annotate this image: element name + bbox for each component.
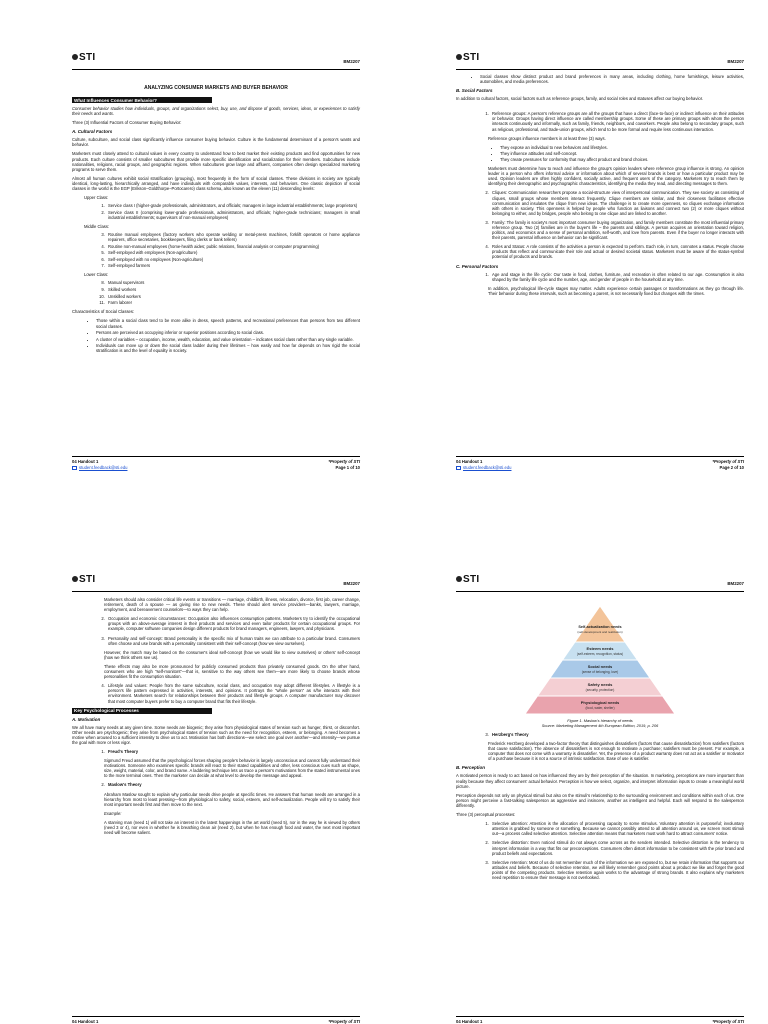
- pyramid-tier-sublabel: (self-development and realization): [577, 630, 623, 634]
- list-item: 3. Personality and self-concept: Brand personality is the specific mix of human traits we can attribute to a particular brand. Consumers often choose and use brands with a personality consistent with their self-concept (how we view ourselves).: [106, 636, 360, 646]
- feedback-email-link[interactable]: student.feedback@sti.edu: [72, 465, 127, 470]
- pyramid-tier: [575, 606, 625, 642]
- paragraph: These effects may also be more pronounced for publicly consumed products than privately consumed goods. On the other hand, consumers who are high "self-monitors"—that is, sensitive to the way others see them—are more likely to choose brands whose personalities fit the consumption situation.: [104, 663, 360, 680]
- list-item: 2. Service class II (comprising lower-grade professionals, administrators, and officials; higher-grade technicians; managers in small industrial establishments; supervisors of non-manual employees): [106, 210, 360, 220]
- bullet-list: [500, 145, 744, 162]
- pyramid-tier-label: Self-actualization needs: [578, 625, 622, 629]
- pyramid-tier-label: Esteem needs: [586, 646, 614, 651]
- paragraph: A starving man (need 1) will not take an interest in the latest happenings in the art world (need 5), nor in the way he is viewed by others (need 3 or 4), nor even in whether he is breathing clean air (need 2), but when he has enough food and water, the next most important need will become salient.: [104, 819, 360, 836]
- paragraph: In addition, psychological life-cycle stages may matter. Adults experience certain passages or transformations as they go through life. Their behavior during these intervals, such as becoming a parent, is not necessarily fixed but changes with the times.: [488, 285, 744, 296]
- page-header: [456, 568, 744, 592]
- paragraph: Marketers must determine how to reach and influence the group's opinion leaders where reference group influence is strong. An opinion leader is a person who offers informal advice or information about which of several brands is best or how a particular product may be used. Opinion leaders are often highly confident, socially active, and frequent users of the category. Marketers try to reach them by identifying their demographic and psychographic characteristics, identifying the media they read, and directing messages to them.: [488, 166, 744, 187]
- list-item: • Persons are perceived as occupying inferior or superior positions according to social class.: [96, 330, 360, 335]
- property-label: *Property of STI: [712, 459, 744, 464]
- list-item: • They expose an individual to new behaviors and lifestyles.: [500, 145, 744, 150]
- section-heading: A. Motivation: [72, 716, 101, 722]
- page-footer: [456, 1016, 744, 1024]
- paragraph: We all have many needs at any given time. Some needs are biogenic; they arise from physiological states of tension such as hunger, thirst, or discomfort. Other needs are psychogenic; they arise from psychological states of tension such as the need for recognition, esteem, or belonging. A need becomes a motive when aroused to a sufficient intensity to drive us to act. Motivation has both directions—we select one goal over another—and intensity—we pursue the goal with more or less vigor.: [72, 724, 360, 745]
- pyramid-tier-sublabel: (security, protection): [585, 688, 615, 692]
- personal-factors-list: [490, 272, 744, 282]
- paragraph: Frederick Herzberg developed a two-factor theory that distinguishes dissatisfiers (factors that cause dissatisfaction) from satisfiers (factors that cause satisfaction). The absence of dissatisfiers is not enough to motivate a purchase; satisfiers must be present. For example, a computer that does not come with a warranty is dissatisfier. Yet, the presence of a product warranty does not act as a satisfier or motivator of a purchase because it is not a source of intrinsic satisfaction. Ease of use is satisfier.: [488, 741, 744, 762]
- document-title: ANALYZING CONSUMER MARKETS AND BUYER BEHAVIOR: [144, 85, 288, 91]
- list-item: • Social classes show distinct product and brand preferences in many areas, including clothing, home furnishings, leisure activities, automobiles, and media preferences.: [480, 74, 744, 84]
- pyramid-tier-sublabel: (self-esteem, recognition, status): [576, 652, 624, 656]
- page-header: [456, 46, 744, 70]
- theory-list: [106, 782, 360, 787]
- pyramid-tier: [550, 660, 650, 678]
- list-item: 11. Farm laborer: [106, 300, 360, 305]
- section-heading: A. Cultural Factors: [72, 129, 113, 135]
- course-code: BM2207: [343, 581, 360, 586]
- paragraph: Reference groups influence members in at least three (3) ways.: [488, 135, 606, 141]
- pyramid-tier-sublabel: (sense of belonging, love): [581, 670, 619, 674]
- list-item: 1. Service class I (higher-grade professionals, administrators, and officials; managers in large industrial establishments; large proprietors): [106, 203, 360, 208]
- list-item: 4. Lifestyle and values: People from the same subculture, social class, and occupation may adopt different lifestyles. A lifestyle is a person's life pattern expressed in activities, interests, and opinions. It portrays the "whole person" as s/he interacts with their environment. Marketers search for relationships between their products and lifestyle groups. A computer manufacturer may discover that most computer buyers prefer to buy a computer brand that fits their lifestyle.: [106, 683, 360, 703]
- paragraph: Sigmund Freud assumed that the psychological forces shaping people's behavior is largely unconscious and cannot fully understand their motivations. Someone who examines specific brands will react to their stated capabilities and other, less conscious cues such as shape, size, weight, material, color, and brand name. A laddering technique lets us trace a person's motivations from the stated instrumental ones to the more terminal ones. Then the marketer can decide at what level to develop the message and appeal.: [104, 758, 360, 779]
- page-4: [432, 562, 768, 1024]
- class-list: [106, 232, 360, 269]
- theory-list: [106, 749, 360, 754]
- handout-label: 04 Handout 1: [72, 1019, 99, 1024]
- list-item: 2. Cliques: Communication researchers propose a social-structure view of interpersonal communication. They see society as consisting of cliques, small groups whose members interact frequently. Clique members are similar, and their closeness facilitates effective communication and insulates the clique from new ideas. The challenge is to create more openness, so cliques exchange information with others in society. This openness is helped by people who function as liaisons and connect two (2) or more cliques without belonging to either, and by bridges, people who belong to one clique and are linked to another.: [490, 190, 744, 215]
- list-item: 3. Selective retention: Most of us do not remember much of the information we are exposed to, but we retain information that supports our attitudes and beliefs. Because of selective retention, we will likely remember good points about a product we like and forget the good points of the competing products. Selective retention again works to the advantage of strong brands. It also explains why marketers need repetition to ensure their message is not overlooked.: [490, 860, 744, 880]
- pyramid-tier-label: Social needs: [587, 664, 613, 669]
- course-code: BM2207: [343, 59, 360, 64]
- paragraph: Perception depends not only on physical stimuli but also on the stimuli's relationship to the surrounding environment and conditions within each of us. One person might perceive a fast-talking salesperson as aggressive and insincere, another as intelligent and helpful. Each will respond to the salesperson differently.: [456, 792, 744, 808]
- figure-caption: Figure 1. Maslow's hierarchy of needs Source: Marketing Management 4th European Edition, 2019, p. 206: [541, 718, 659, 728]
- list-item: • They influence attitudes and self-concept.: [500, 151, 744, 156]
- section-bar: What Influences Consumer Behavior?: [72, 97, 212, 103]
- list-item: 3. Routine manual employees (factory workers who operate welding or metal-press machines, forklift operators or home appliance repairers, office secretaries, bookkeepers, filing clerks or bank tellers): [106, 232, 360, 242]
- page-footer: [72, 456, 360, 472]
- mail-icon: [456, 466, 461, 470]
- class-list: [106, 280, 360, 305]
- list-item: • They create pressures for conformity that may affect product and brand choices.: [500, 157, 744, 162]
- section-bar: Key Psychological Processes: [72, 708, 212, 714]
- bullet-list: [96, 318, 360, 353]
- pyramid-tier-label: Physiological needs: [580, 700, 620, 705]
- list-item: 8. Manual supervisors: [106, 280, 360, 285]
- mail-icon: [72, 466, 77, 470]
- paragraph: Three (3) perceptual processes:: [456, 812, 516, 818]
- list-item: 3. Herzberg's Theory: [490, 732, 744, 737]
- personal-factors-list: [106, 616, 360, 645]
- page-footer: [72, 1016, 360, 1024]
- page-1: [48, 40, 384, 478]
- page-number: Page 1 of 10: [335, 465, 360, 470]
- list-item: 10. Unskilled workers: [106, 294, 360, 299]
- list-item: 1. Reference groups: A person's reference groups are all the groups that have a direct (face-to-face) or indirect influence on their attitudes or behavior. Groups having direct influence are called membership groups. Some of these are primary groups with whom the person interacts continuously and informally, such as family, friends, neighbors, and coworkers. People also belong to secondary groups, such as religious, professional, and trade-union groups, which tend to be more formal and require less continuous interaction.: [490, 111, 744, 131]
- list-item: 1. Age and stage in the life cycle: Our taste in food, clothes, furniture, and recreation is often related to our age. Consumption is also shaped by the family life cycle and the number, age, and gender of people in the household at any time.: [490, 272, 744, 282]
- social-factors-list: [490, 190, 744, 259]
- pyramid-tier-sublabel: (food, water, shelter): [585, 706, 615, 710]
- course-code: BM2207: [727, 59, 744, 64]
- list-item: • Those within a social class tend to be more alike in dress, speech patterns, and recreational preferences than persons from two different social classes.: [96, 318, 360, 328]
- pyramid-tier-label: Safety needs: [587, 682, 613, 687]
- handout-label: 04 Handout 1: [72, 459, 99, 464]
- list-item: 9. Skilled workers: [106, 287, 360, 292]
- paragraph: However, the match may be based on the consumer's ideal self-concept (how we would like to view ourselves) or others' self-concept (how we think others see us).: [104, 649, 360, 660]
- pyramid-figure: [525, 606, 675, 714]
- bullet-list: [480, 74, 744, 84]
- class-label: Lower Class:: [84, 272, 109, 278]
- paragraph: Consumer behavior studies how individuals, groups, and organizations select, buy, use, and dispose of goods, services, ideas, or experiences to satisfy their needs and wants.: [72, 106, 360, 117]
- page-header: [72, 568, 360, 592]
- section-heading: B. Social Factors: [456, 88, 493, 94]
- feedback-email-link[interactable]: student.feedback@sti.edu: [456, 465, 511, 470]
- paragraph: Marketers must closely attend to cultural values in every country to understand how to best market their existing products and find opportunities for new products. Each culture consists of smaller subcultures that provide more specific identification and socialization for their members. Subcultures include nationalities, religions, racial groups, and geographic regions. When subcultures grow large and affluent, companies often design specialized marketing programs to serve them.: [72, 151, 360, 172]
- paragraph: Characteristics of Social Classes:: [72, 309, 135, 315]
- social-factors-list: [490, 111, 744, 131]
- class-list: [106, 203, 360, 220]
- property-label: *Property of STI: [328, 1019, 360, 1024]
- list-item: 3. Family: The family is society's most important consumer buying organization, and family members constitute the most influential primary reference group. Two (2) families are in the buyer's life – the parents and siblings. A person acquires an orientation toward religion, politics, and economics and a sense of personal ambition, self-worth, and love from parents. Even if the buyer no longer interacts with their parents, parental influence on behavior can be significant.: [490, 220, 744, 240]
- paragraph: In addition to cultural factors, social factors such as reference groups, family, and social roles and statuses affect our buying behavior.: [456, 96, 704, 102]
- handout-label: 04 Handout 1: [456, 459, 483, 464]
- course-code: BM2207: [727, 581, 744, 586]
- sti-logo: STI: [456, 52, 479, 63]
- list-item: 1. Freud's Theory: [106, 749, 360, 754]
- perceptual-process-list: [490, 821, 744, 880]
- list-item: 2. Occupation and economic circumstances: Occupation also influences consumption patterns. Marketers try to identify the occupational groups with an above-average interest in their products and services and even tailor products for certain occupational groups. For example, computer software companies design different products for brand managers, engineers, lawyers, and physicians.: [106, 616, 360, 631]
- list-item: 5. Self-employed with employees (Non-agriculture): [106, 250, 360, 255]
- paragraph: Marketers should also consider critical life events or transitions — marriage, childbirth, illness, relocation, divorce, first job, career change, retirement, death of a spouse — as giving rise to new needs. These should alert service providers—banks, lawyers, marriage, employment, and bereavement counselors—to ways they can help.: [104, 597, 360, 613]
- page-number: Page 2 of 10: [719, 465, 744, 470]
- paragraph: Three (3) Influential Factors of Consumer Buying Behavior:: [72, 120, 182, 126]
- list-item: 2. Maslow's Theory: [106, 782, 360, 787]
- maslow-pyramid: [525, 606, 675, 714]
- list-item: • A cluster of variables – occupation, income, wealth, education, and value orientation – indicates social class rather than any single variable.: [96, 337, 360, 342]
- section-heading: B. Perception: [456, 765, 486, 771]
- paragraph: Almost all human cultures exhibit social stratification (grouping), most frequently in the form of social classes. These divisions in society are typically identical, long-lasting, hierarchically arranged, and have individuals with comparable values, interests, and behaviors. One classic depiction of social classes in the world is the EGP (Erikson–Goldthorpe–Portocarero) class schema, also known as the eleven (11) descending levels:: [72, 175, 360, 192]
- list-item: 2. Selective distortion: Even noticed stimuli do not always come across as the senders intended. Selective distortion is the tendency to interpret information in a way that fits our preconceptions. Consumers often distort information to be consistent with the prior brand and product beliefs and expectations.: [490, 840, 744, 855]
- sti-logo: STI: [72, 52, 95, 63]
- class-label: Middle Class:: [84, 223, 110, 229]
- list-item: 4. Routine non-manual employees (home-health aides; public relations, financial analysis or computer programming): [106, 244, 360, 249]
- sti-logo: STI: [72, 574, 95, 585]
- property-label: *Property of STI: [712, 1019, 744, 1024]
- theory-list: [490, 732, 744, 737]
- property-label: *Property of STI: [328, 459, 360, 464]
- handout-label: 04 Handout 1: [456, 1019, 483, 1024]
- pyramid-tier: [525, 696, 675, 714]
- list-item: 7. Self-employed farmers: [106, 263, 360, 268]
- paragraph: Abraham Maslow sought to explain why particular needs drive people at specific times. He answers that human needs are arranged in a hierarchy from most to least pressing—from physiological to safety, social, esteem, and self-actualization. People will try to satisfy their most important needs first and then move to the next.: [104, 791, 360, 807]
- paragraph: A motivated person is ready to act based on how influenced they are by their perception of the situation. In marketing, perceptions are more important than reality because they affect consumers' actual behavior. Perception is how we select, organize, and interpret information inputs to create a meaningful world picture.: [456, 773, 744, 789]
- page-footer: [456, 456, 744, 472]
- example-label: Example:: [104, 810, 122, 816]
- paragraph: Culture, subculture, and social class significantly influence consumer buying behavior. Culture is the fundamental determinant of a person's wants and behavior.: [72, 137, 360, 148]
- page-3: [48, 562, 384, 1024]
- list-item: 1. Selective attention: Attention is the allocation of processing capacity to some stimulus. Voluntary attention is purposeful; involuntary attention is grabbed by someone or something. Because we cannot possibly attend to all attention around us, we screen most stimuli out—a process called selective attention. Selective attention means that marketers must work hard to attract consumers' notice.: [490, 821, 744, 836]
- page-header: [72, 46, 360, 70]
- personal-factors-list: [106, 683, 360, 703]
- pyramid-tier: [563, 642, 638, 660]
- section-heading: C. Personal Factors: [456, 263, 499, 269]
- page-2: [432, 40, 768, 478]
- list-item: 6. Self-employed with no employees (Non-agriculture): [106, 257, 360, 262]
- pyramid-tier: [538, 678, 663, 696]
- list-item: • Individuals can move up or down the social class ladder during their lifetimes – how easily and how far depends on how rigid the social stratification is and the level of equality in society.: [96, 343, 360, 353]
- sti-logo: STI: [456, 574, 479, 585]
- list-item: 4. Roles and Status: A role consists of the activities a person is expected to perform. Each role, in turn, connotes a status. People choose products that reflect and communicate their role and actual or desired societal status. Marketers must be aware of the status-symbol potential of products and brands.: [490, 244, 744, 259]
- class-label: Upper Class:: [84, 195, 109, 201]
